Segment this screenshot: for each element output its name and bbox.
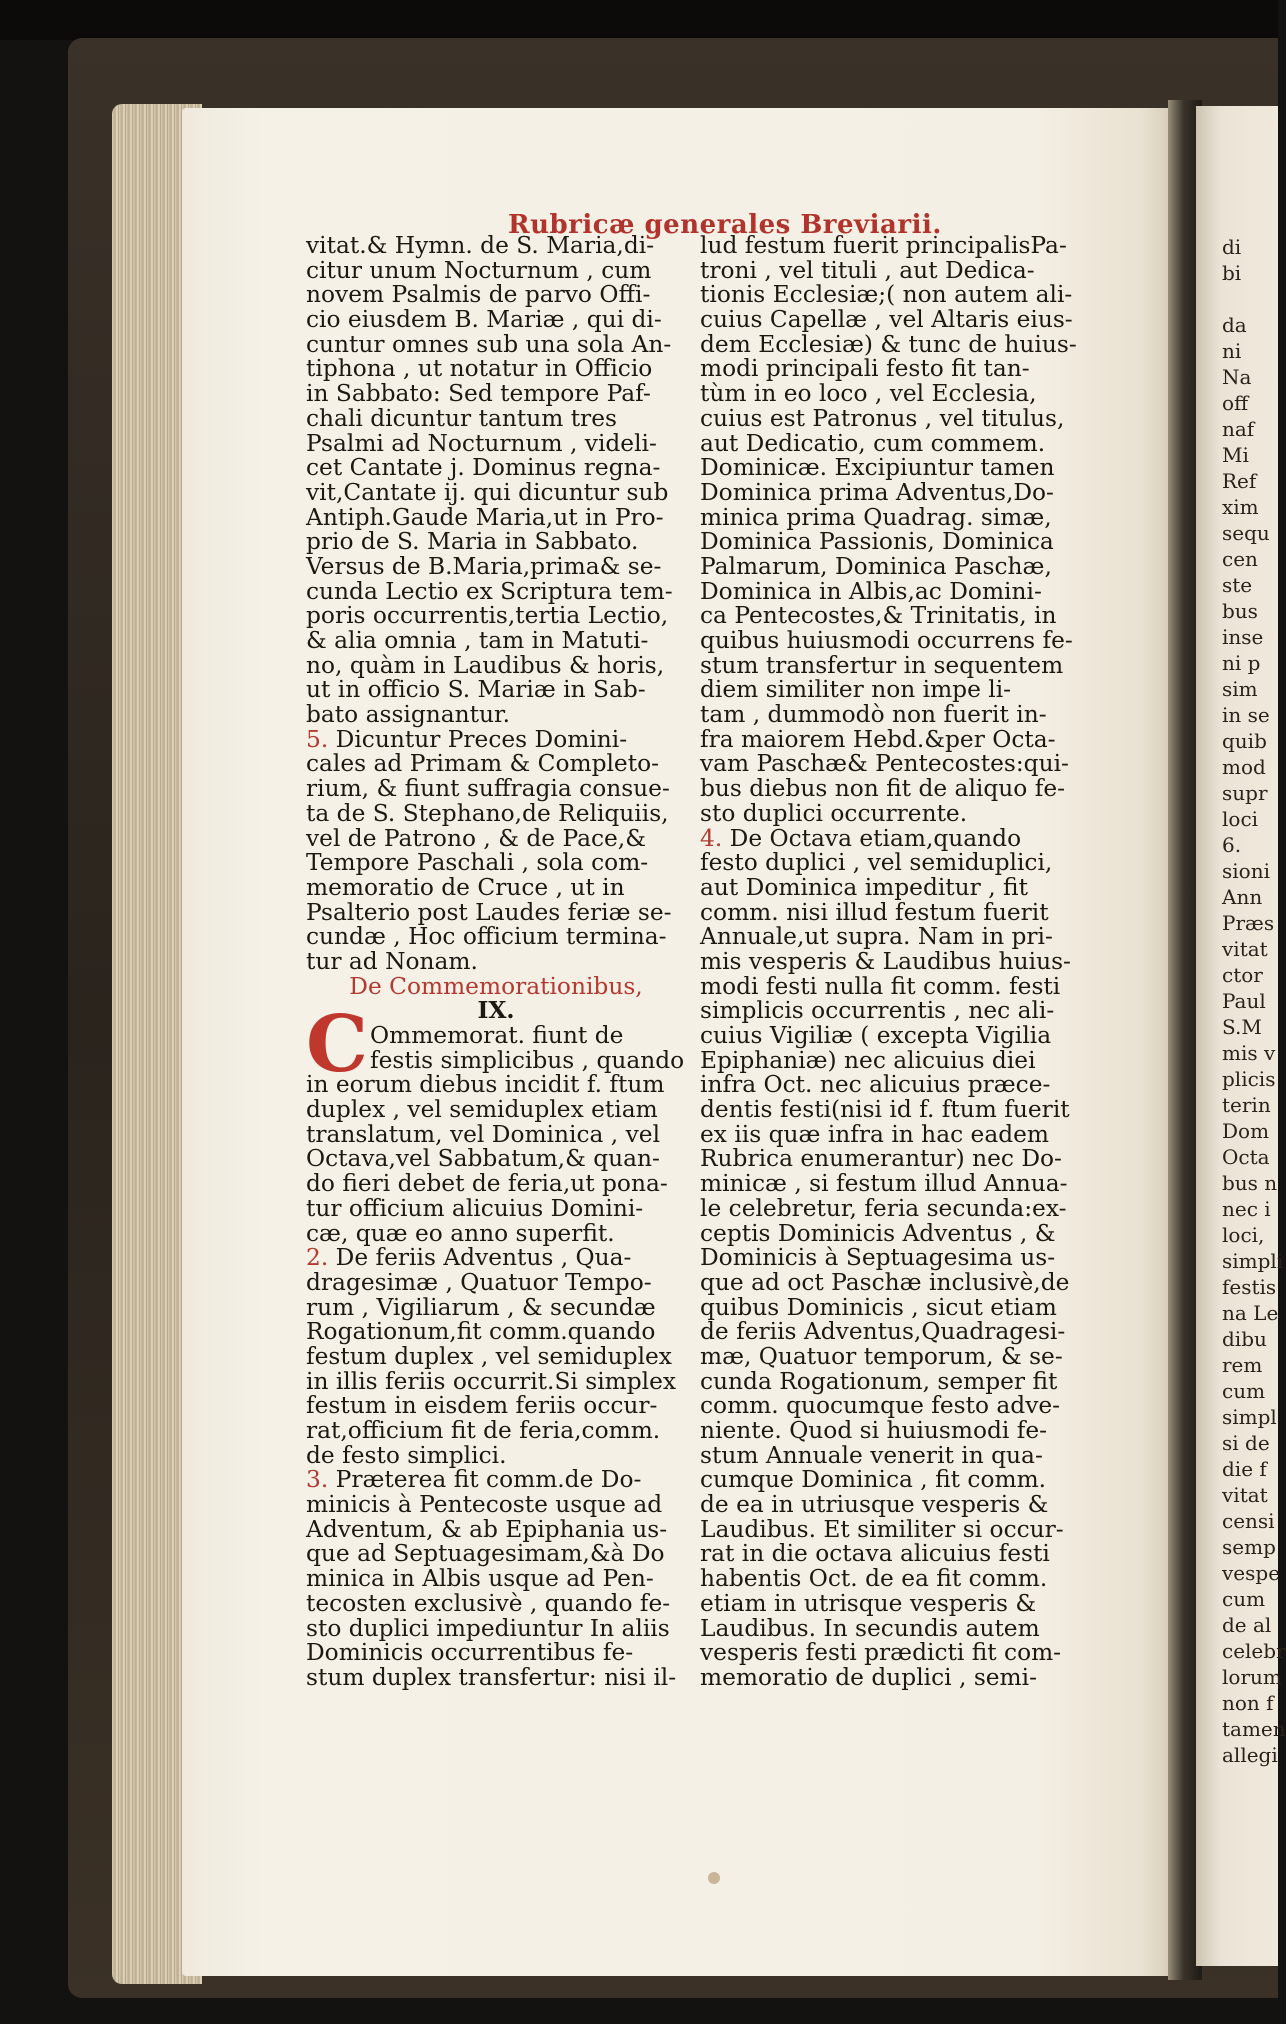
text-line: vesperis festi prædicti fit com- xyxy=(700,1639,1062,1667)
text-line: minicæ , si festum illud Annua- xyxy=(700,1170,1068,1198)
fragment-line: si de xyxy=(1222,1431,1270,1455)
text-line: cuntur omnes sub una sola An- xyxy=(306,330,672,358)
text-line: troni , vel tituli , aut Dedica- xyxy=(700,256,1035,284)
fragment-line: vitat xyxy=(1222,937,1268,961)
fragment-line xyxy=(1196,286,1278,312)
text-line: tionis Ecclesiæ;( non autem ali- xyxy=(700,281,1073,309)
fragment-line: Mi xyxy=(1222,443,1249,467)
text-line: De Octava etiam,quando xyxy=(729,824,1022,852)
text-line: in Sabbato: Sed tempore Paf- xyxy=(306,380,651,408)
fragment-line: ctor xyxy=(1222,963,1263,987)
text-line: memoratio de duplici , semi- xyxy=(700,1663,1037,1691)
text-line: dem Ecclesiæ) & tunc de huius- xyxy=(700,330,1077,358)
text-line: Antiph.Gaude Maria,ut in Pro- xyxy=(306,503,664,531)
fragment-line: sioni xyxy=(1222,859,1270,883)
fragment-line: inse xyxy=(1222,625,1264,649)
fragment-line: cen xyxy=(1222,547,1258,571)
fragment-line: Paul xyxy=(1222,989,1266,1013)
text-line: De feriis Adventus , Qua- xyxy=(335,1244,632,1272)
section-4-text xyxy=(700,851,1080,1690)
text-line: vel de Patrono , & de Pace,& xyxy=(306,824,646,852)
text-line: aut Dedicatio, cum commem. xyxy=(700,429,1046,457)
text-line: Annuale,ut supra. Nam in pri- xyxy=(700,923,1053,951)
text-line: cumque Dominica , fit comm. xyxy=(700,1466,1047,1494)
text-line: fra maiorem Hebd.&per Octa- xyxy=(700,725,1056,753)
text-line: cuius est Patronus , vel titulus, xyxy=(700,404,1065,432)
text-line: sto duplici impediuntur In aliis xyxy=(306,1614,670,1642)
text-line: de feriis Adventus,Quadragesi- xyxy=(700,1318,1066,1346)
fragment-line: cum xyxy=(1222,1587,1266,1611)
section-3-text xyxy=(306,1493,686,1691)
text-line: Versus de B.Maria,prima& se- xyxy=(306,552,662,580)
text-line: quibus Dominicis , sicut etiam xyxy=(700,1293,1057,1321)
fragment-line: di xyxy=(1222,235,1242,259)
text-line: minica prima Quadrag. simæ, xyxy=(700,503,1052,531)
text-line: in eorum diebus incidit f. ftum xyxy=(306,1071,665,1099)
text-line: tam , dummodò non fuerit in- xyxy=(700,701,1047,729)
fragment-line: Ann xyxy=(1222,885,1263,909)
fragment-line: die f xyxy=(1222,1457,1267,1481)
text-line: comm. quocumque festo adve- xyxy=(700,1392,1061,1420)
text-line: & alia omnia , tam in Matuti- xyxy=(306,627,649,654)
fragment-line: quib xyxy=(1222,729,1267,753)
section-5-text xyxy=(306,752,686,974)
text-line: Rogationum,fit comm.quando xyxy=(306,1318,656,1346)
text-line: aut Dominica impeditur , fit xyxy=(700,873,1028,901)
fragment-line: tamen xyxy=(1222,1717,1286,1741)
text-line: le celebretur, feria secunda:ex- xyxy=(700,1194,1067,1222)
running-head: Rubricæ generales Breviarii. xyxy=(508,210,942,240)
section-2-line xyxy=(306,1246,686,1271)
text-line: tùm in eo loco , vel Ecclesia, xyxy=(700,380,1037,408)
fragment-line: loci xyxy=(1222,807,1259,831)
text-line: rat in die octava alicuius festi xyxy=(700,1540,1050,1568)
fragment-line: da xyxy=(1222,313,1247,337)
text-line: chali dicuntur tantum tres xyxy=(306,404,617,432)
text-line: que ad Septuagesimam,&à Do xyxy=(306,1540,665,1568)
section-2-text xyxy=(306,1268,686,1469)
fragment-line: semp xyxy=(1222,1535,1276,1559)
text-line: festum duplex , vel semiduplex xyxy=(306,1342,672,1370)
text-line: cunda Lectio ex Scriptura tem- xyxy=(306,577,673,605)
text-line: prio de S. Maria in Sabbato. xyxy=(306,528,639,556)
fragment-line: loci, xyxy=(1222,1223,1265,1247)
text-line: cundæ , Hoc officium termina- xyxy=(306,923,667,951)
text-line: Palmarum, Dominica Paschæ, xyxy=(700,552,1052,580)
fragment-line: simpl xyxy=(1222,1405,1277,1429)
text-line: Tempore Paschali , sola com- xyxy=(306,849,649,877)
fragment-line: celebr xyxy=(1222,1639,1286,1663)
text-line: in illis feriis occurrit.Si simplex xyxy=(306,1367,677,1395)
fragment-line: ste xyxy=(1222,573,1253,597)
right-page-fragment xyxy=(1196,106,1286,1966)
fragment-line: de al xyxy=(1222,1613,1272,1637)
text-line: cales ad Primam & Completo- xyxy=(306,750,659,778)
text-line: no, quàm in Laudibus & horis, xyxy=(306,651,665,679)
text-line: de ea in utriusque vesperis & xyxy=(700,1491,1049,1519)
fragment-line: na Le xyxy=(1222,1301,1279,1325)
left-column xyxy=(306,234,686,1691)
text-line: vam Paschæ& Pentecostes:qui- xyxy=(700,750,1069,778)
text-line: cæ, quæ eo anno superfit. xyxy=(306,1219,615,1247)
text-line: mis vesperis & Laudibus huius- xyxy=(700,947,1071,975)
text-line: bato assignantur. xyxy=(306,701,511,729)
right-column xyxy=(700,234,1080,1691)
fragment-line: censi xyxy=(1222,1509,1275,1533)
fragment-line: simpli xyxy=(1222,1249,1284,1273)
fragment-line: plicis xyxy=(1222,1067,1276,1091)
left-text-block xyxy=(306,234,686,728)
text-line: vit,Cantate ij. qui dicuntur sub xyxy=(306,478,669,506)
text-line: sto duplici occurrente. xyxy=(700,799,968,827)
section-4-line xyxy=(700,824,1080,852)
fragment-line: festis xyxy=(1222,1275,1277,1299)
fragment-line: in se xyxy=(1222,703,1270,727)
fragment-line: cum xyxy=(1222,1379,1266,1403)
text-line: dentis festi(nisi id f. ftum fuerit xyxy=(700,1096,1070,1124)
text-line: quibus huiusmodi occurrens fe- xyxy=(700,627,1073,654)
text-line: infra Oct. nec alicuius præce- xyxy=(700,1071,1051,1099)
chapter-heading: De Commemorationibus, xyxy=(349,972,643,1000)
fragment-line: nec i xyxy=(1222,1197,1271,1221)
text-line: diem similiter non impe li- xyxy=(700,676,1012,704)
text-line: Psalmi ad Nocturnum , videli- xyxy=(306,429,657,457)
text-line: habentis Oct. de ea fit comm. xyxy=(700,1565,1048,1593)
fragment-line: vitat xyxy=(1222,1483,1268,1507)
right-page-text xyxy=(1196,106,1286,1768)
text-line: Rubrica enumerantur) nec Do- xyxy=(700,1145,1062,1173)
text-line: minica in Albis usque ad Pen- xyxy=(306,1565,654,1593)
fragment-line: Præs xyxy=(1222,911,1275,935)
text-line: ta de S. Stephano,de Reliquiis, xyxy=(306,799,669,827)
right-text-block xyxy=(700,234,1080,827)
fragment-line: vespe xyxy=(1222,1561,1281,1585)
text-line: tiphona , ut notatur in Officio xyxy=(306,355,653,383)
text-line: vitat.& Hymn. de S. Maria,di- xyxy=(306,232,655,259)
text-line: modi festi nulla fit comm. festi xyxy=(700,972,1061,1000)
text-line: rium, & fiunt suffragia consue- xyxy=(306,775,670,803)
text-line: citur unum Nocturnum , cum xyxy=(306,256,652,284)
section-number: 4. xyxy=(700,824,723,852)
text-line: de festo simplici. xyxy=(306,1441,507,1469)
section-number: 2. xyxy=(306,1244,329,1272)
text-line: modi principali festo fit tan- xyxy=(700,355,1030,383)
text-line: duplex , vel semiduplex etiam xyxy=(306,1096,658,1124)
text-line: festo duplici , vel semiduplici, xyxy=(700,849,1053,877)
text-line: que ad oct Paschæ inclusivè,de xyxy=(700,1268,1070,1296)
text-line: comm. nisi illud festum fuerit xyxy=(700,898,1049,926)
text-line: simplicis occurrentis , nec ali- xyxy=(700,997,1055,1025)
fragment-line: S.M xyxy=(1222,1015,1262,1039)
text-line: poris occurrentis,tertia Lectio, xyxy=(306,602,669,630)
text-line: tecosten exclusivè , quando fe- xyxy=(306,1589,671,1617)
text-line: Dominicis à Septuagesima us- xyxy=(700,1244,1056,1272)
text-line: Epiphaniæ) nec alicuius diei xyxy=(700,1046,1036,1074)
text-line: stum duplex transfertur: nisi il- xyxy=(306,1663,677,1691)
text-line: cuius Vigiliæ ( excepta Vigilia xyxy=(700,1022,1052,1049)
text-line: cuius Capellæ , vel Altaris eius- xyxy=(700,306,1073,334)
fragment-line: xim xyxy=(1222,495,1259,519)
text-line: stum transfertur in sequentem xyxy=(700,651,1064,679)
fragment-line: supr xyxy=(1222,781,1268,805)
text-line: etiam in utrisque vesperis & xyxy=(700,1589,1037,1617)
fragment-line: bus n xyxy=(1222,1171,1278,1195)
text-line: bus diebus non fit de aliquo fe- xyxy=(700,775,1065,803)
fragment-line: bus xyxy=(1222,599,1258,623)
section-number: 3. xyxy=(306,1466,329,1494)
fragment-line: sim xyxy=(1222,677,1258,701)
text-line: stum Annuale venerit in qua- xyxy=(700,1441,1043,1469)
fragment-line: Na xyxy=(1222,365,1252,389)
text-line: tur officium alicuius Domini- xyxy=(306,1194,644,1222)
text-line: cet Cantate j. Dominus regna- xyxy=(306,454,661,482)
text-line: niente. Quod si huiusmodi fe- xyxy=(700,1417,1048,1444)
text-line: do fieri debet de feria,ut pona- xyxy=(306,1170,668,1198)
text-line: tur ad Nonam. xyxy=(306,947,478,975)
section-number: 5. xyxy=(306,725,329,753)
fragment-line: bi xyxy=(1222,261,1242,285)
section-5-line xyxy=(306,725,686,753)
text-line: cio eiusdem B. Mariæ , qui di- xyxy=(306,306,662,334)
section-3-line xyxy=(306,1468,686,1493)
text-line: novem Psalmis de parvo Offi- xyxy=(306,281,651,309)
fragment-line: allegi xyxy=(1222,1743,1278,1767)
text-line: festum in eisdem feriis occur- xyxy=(306,1392,658,1420)
text-line: minicis à Pentecoste usque ad xyxy=(306,1491,663,1519)
text-line: Dominica in Albis,ac Domini- xyxy=(700,577,1042,605)
text-line: ut in officio S. Mariæ in Sab- xyxy=(306,676,646,704)
text-line: ceptis Dominicis Adventus , & xyxy=(700,1219,1056,1247)
fragment-line: Octa xyxy=(1222,1145,1270,1169)
chapter-number: IX. xyxy=(477,997,515,1025)
text-line: rum , Vigiliarum , & secundæ xyxy=(306,1293,656,1321)
text-line: Psalterio post Laudes feriæ se- xyxy=(306,898,672,926)
fragment-line: non f xyxy=(1222,1691,1274,1715)
text-line: Dominicis occurrentibus fe- xyxy=(306,1639,634,1667)
text-line: Adventum, & ab Epiphania us- xyxy=(306,1515,668,1543)
text-line: translatum, vel Dominica , vel xyxy=(306,1120,661,1148)
fragment-line: ni xyxy=(1222,339,1242,363)
text-line: festis simplicibus , quando xyxy=(370,1046,685,1074)
text-line: Laudibus. In secundis autem xyxy=(700,1614,1040,1642)
text-line: Octava,vel Sabbatum,& quan- xyxy=(306,1145,660,1173)
fragment-line: rem xyxy=(1222,1353,1263,1377)
text-line: rat,officium fit de feria,comm. xyxy=(306,1417,661,1444)
text-line: Dicuntur Preces Domini- xyxy=(335,725,628,753)
text-line: lud festum fuerit principalisPa- xyxy=(700,232,1067,259)
fragment-line: naf xyxy=(1222,417,1255,441)
fragment-line: Dom xyxy=(1222,1119,1270,1143)
fragment-line: terin xyxy=(1222,1093,1271,1117)
text-line: Ommemorat. fiunt de xyxy=(370,1022,624,1049)
paper-stain xyxy=(708,1872,720,1884)
fragment-line: ni p xyxy=(1222,651,1261,675)
text-line: Laudibus. Et similiter si occur- xyxy=(700,1515,1064,1543)
section-1-text xyxy=(306,1073,686,1246)
text-line: ex iis quæ infra in hac eadem xyxy=(700,1120,1049,1148)
text-line: Dominicæ. Excipiuntur tamen xyxy=(700,454,1055,482)
decorated-initial: C xyxy=(306,999,369,1090)
fragment-line: dibu xyxy=(1222,1327,1267,1351)
text-line: Præterea fit comm.de Do- xyxy=(335,1466,642,1494)
text-line: memoratio de Cruce , ut in xyxy=(306,873,625,901)
fragment-line: Ref xyxy=(1222,469,1257,493)
fragment-line: mod xyxy=(1222,755,1266,779)
text-line: dragesimæ , Quatuor Tempo- xyxy=(306,1268,652,1296)
fragment-line: off xyxy=(1222,391,1249,415)
fragment-line: lorum xyxy=(1222,1665,1282,1689)
text-line: ca Pentecostes,& Trinitatis, in xyxy=(700,602,1057,630)
fragment-line: 6. xyxy=(1222,833,1242,857)
text-line: mæ, Quatuor temporum, & se- xyxy=(700,1342,1063,1370)
text-line: cunda Rogationum, semper fit xyxy=(700,1367,1058,1395)
text-line: Dominica prima Adventus,Do- xyxy=(700,478,1054,506)
scan-background xyxy=(0,0,1278,40)
text-line: Dominica Passionis, Dominica xyxy=(700,528,1054,556)
fragment-line: sequ xyxy=(1222,521,1270,545)
fragment-line: mis v xyxy=(1222,1041,1276,1065)
